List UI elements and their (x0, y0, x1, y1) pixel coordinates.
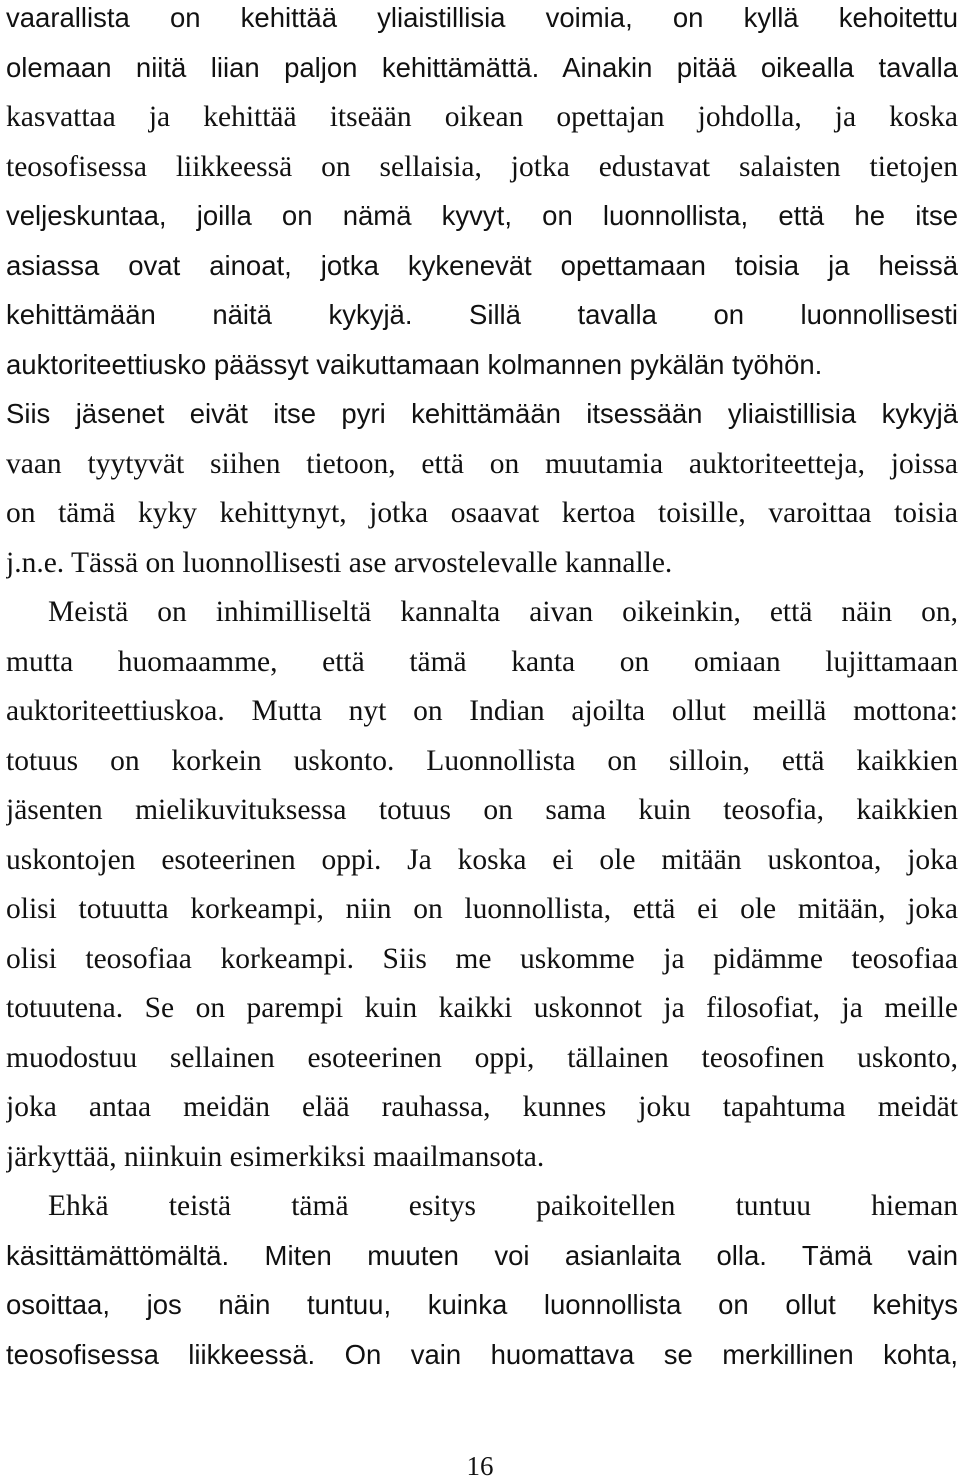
text-line: Meistä on inhimilliseltä kannalta aivan oikeinkin, että näin on, (48, 596, 958, 628)
text-line: olisi totuutta korkeampi, niin on luonnollista, että ei ole mitään, joka (6, 893, 958, 925)
text-line: j.n.e. Tässä on luonnollisesti ase arvostelevalle kannalle. (6, 546, 673, 579)
text-line: teosofisessa liikkeessä. On vain huomattava se merkillinen kohta, (6, 1338, 958, 1370)
page-number: 16 (466, 1451, 494, 1481)
text-line: jäsenten mielikuvituksessa totuus on sama kuin teosofia, kaikkien (6, 794, 958, 826)
text-line: vaan tyytyvät siihen tietoon, että on muutamia auktoriteetteja, joissa (6, 447, 958, 480)
text-line: joka antaa meidän elää rauhassa, kunnes joku tapahtuma meidät (6, 1091, 958, 1123)
text-line: olemaan niitä liian paljon kehittämättä. Ainakin pitää oikealla tavalla (6, 51, 958, 83)
text-line: mutta huomaamme, että tämä kanta on omiaan lujittamaan (6, 645, 958, 678)
text-line: muodostuu sellainen esoteerinen oppi, tällainen teosofinen uskonto, (6, 1041, 958, 1074)
text-line: vaarallista on kehittää yliaistillisia voimia, on kyllä kehoitettu (6, 2, 958, 33)
text-line: käsittämättömältä. Miten muuten voi asianlaita olla. Tämä vain (6, 1239, 958, 1271)
text-line: veljeskuntaa, joilla on nämä kyvyt, on luonnollista, että he itse (6, 200, 958, 231)
text-line: järkyttää, niinkuin esimerkiksi maailmansota. (6, 1140, 545, 1173)
text-line: olisi teosofiaa korkeampi. Siis me uskomme ja pidämme teosofiaa (6, 942, 958, 975)
text-line: uskontojen esoteerinen oppi. Ja koska ei ole mitään uskontoa, joka (6, 843, 958, 876)
text-line: totuutena. Se on parempi kuin kaikki uskonnot ja filosofiat, ja meille (6, 992, 958, 1024)
text-line: kasvattaa ja kehittää itseään oikean opettajan johdolla, ja koska (6, 101, 958, 133)
text-line: auktoriteettiuskoa. Mutta nyt on Indian ajoilta ollut meillä mottona: (6, 695, 958, 727)
text-line: osoittaa, jos näin tuntuu, kuinka luonnollista on ollut kehitys (6, 1289, 958, 1320)
text-line: auktoriteettiusko päässyt vaikuttamaan kolmannen pykälän työhön. (6, 348, 823, 380)
text-line: kehittämään näitä kykyjä. Sillä tavalla on luonnollisesti (6, 299, 958, 330)
text-line: teosofisessa liikkeessä on sellaisia, jotka edustavat salaisten tietojen (6, 150, 958, 183)
text-line: totuus on korkein uskonto. Luonnollista on silloin, että kaikkien (6, 744, 958, 777)
text-line: asiassa ovat ainoat, jotka kykenevät opettamaan toisia ja heissä (6, 249, 958, 281)
text-line: Ehkä teistä tämä esitys paikoitellen tuntuu hieman (48, 1190, 958, 1222)
text-line: Siis jäsenet eivät itse pyri kehittämään itsessään yliaistillisia kykyjä (6, 398, 958, 429)
text-line: on tämä kyky kehittynyt, jotka osaavat kertoa toisille, varoittaa toisia (6, 497, 958, 529)
